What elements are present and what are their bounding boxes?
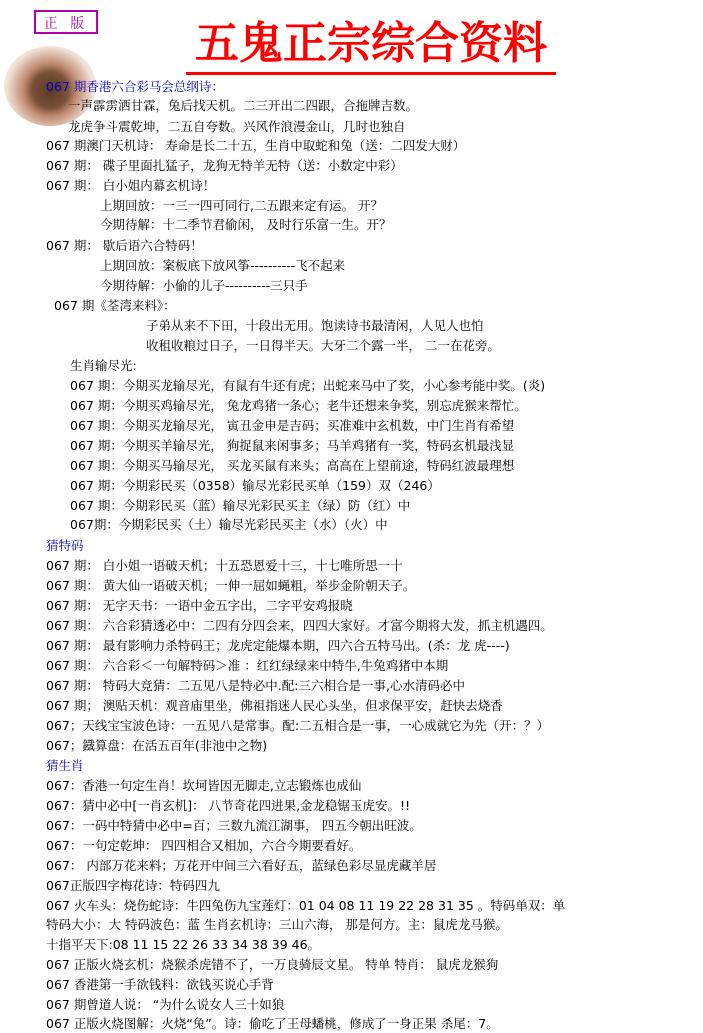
text-line: 龙虎争斗震乾坤，二五自夸数。兴风作浪漫金山，几时也独自 — [68, 119, 406, 134]
text-line: 067 期： 特码大竞猜：二五见八是特必中.配:三六相合是一事,心水清码必中 — [46, 678, 465, 693]
text-line: 特码大小：大 特码波色：蓝 生肖玄机诗：三山六海， 那是何方。主：鼠虎龙马猴。 — [46, 917, 508, 932]
text-line: 067 期：今期彩民买（蓝）输尽光彩民买主（绿）防（红）中 — [70, 498, 411, 513]
text-line: 上期回放：一三一四可同行,二五跟来定有运。 开？ — [100, 198, 383, 213]
text-line: 猜特码 — [46, 538, 84, 553]
text-line: 067 正版火烧玄机：烧猴杀虎错不了，一万良骑辰文星。 特单 特肖： 鼠虎龙猴狗 — [46, 957, 499, 972]
text-line: 067：一句定乾坤： 四四相合又相加，六合今期要看好。 — [46, 838, 362, 853]
text-line: 067 期： 白小姐内幕玄机诗！ — [46, 178, 216, 193]
text-line: 上期回放：案板底下放风筝----------飞不起来 — [100, 258, 346, 273]
text-line: 067 期《荃湾来料》： — [54, 298, 176, 313]
text-line: 067： 内部万花来料；万花开中间三六看好五，蓝绿色彩尽显虎藏羊居 — [46, 858, 437, 873]
text-line: 067 期：今期买马输尽光， 买龙买鼠有来头；高高在上望前途，特码红波最理想 — [70, 458, 515, 473]
text-line: 067正版四字梅花诗：特码四九 — [46, 878, 220, 893]
text-line: 十指平天下:08 11 15 22 26 33 34 38 39 46。 — [46, 937, 321, 952]
text-line: 067 香港第一手欲钱料：欲钱买说心手背 — [46, 977, 274, 992]
text-line: 067 火车头：烧伤蛇诗：牛四兔伤九宝莲灯：01 04 08 11 19 22 28 31 35 。特码单双：单 — [46, 898, 566, 913]
text-line: 067 正版火烧图解：火烧“兔”。诗：偷吃了王母蟠桃，修成了一身正果 杀尾：7。 — [46, 1016, 499, 1031]
text-line: 今期待解：小偷的儿子----------三只手 — [100, 278, 308, 293]
text-line: 子弟从来不下田，十段出无用。饱读诗书最清闲，人见人也怕 — [146, 318, 484, 333]
text-line: 猜生肖 — [46, 758, 84, 773]
text-line: 067 期：今期买鸡输尽光， 兔龙鸡猪一条心；老牛还想来争奖，别忘虎猴来帮忙。 — [70, 398, 527, 413]
text-line: 067 期： 最有影响力杀特码王；龙虎定能爆本期，四六合五特马出。(杀：龙 虎----) — [46, 638, 510, 653]
text-line: 067 期香港六合彩马会总纲诗： — [46, 79, 224, 94]
text-line: 今期待解：十二季节君偷闲， 及时行乐富一生。开？ — [100, 217, 392, 232]
text-line: 067 期：今期彩民买（0358）输尽光彩民买单（159）双（246） — [70, 478, 440, 493]
text-line: 067：一码中特猜中必中=百；三数九流江湖事， 四五今朝出旺波。 — [46, 818, 422, 833]
edition-badge: 正 版 — [34, 10, 98, 34]
text-line: 067 期： 无字天书：一语中金五字出，二字平安鸡报晓 — [46, 598, 353, 613]
text-line: 067 期： 白小姐一语破天机；十五恐恩爱十三，十七唯所思一十 — [46, 558, 403, 573]
text-line: 067 期：今期买羊输尽光， 狗捉鼠来闲事多；马羊鸡猪有一奖，特码玄机最浅显 — [70, 438, 515, 453]
text-line: 067：香港一句定生肖！坎坷皆因无脚走,立志锻炼也成仙 — [46, 778, 362, 793]
text-line: 收租收粮过日子，一日得半天。大牙二个露一半， 二一在花旁。 — [146, 338, 500, 353]
text-line: 067 期： 黄大仙一语破天机；一伸一屈如蝇粗，举步金阶朝天子。 — [46, 578, 416, 593]
text-line: 067；鐡算盘：在活五百年(非池中之物) — [46, 738, 268, 753]
text-line: 067 期： 六合彩猜透必中：二四有分四会来，四四大家好。才富今期将大发，抓主机遇四。 — [46, 618, 553, 633]
text-line: 生肖输尽光: — [70, 358, 137, 373]
text-line: 067 期澳门天机诗： 寿命是长二十五，生肖中取蛇和兔（送：二四发大财） — [46, 138, 466, 153]
text-line: 067；天线宝宝波色诗：一五见八是常事。配:二五相合是一事，一心成就它为先（开：？） — [46, 718, 550, 733]
text-line: 067 期： 六合彩＜一句解特码＞准 ：红红绿绿来中特牛,牛兔鸡猪中本期 — [46, 658, 449, 673]
text-line: 067 期：今期买龙输尽光， 寅丑金申是吉码；买准难中玄机数，中门生肖有希望 — [70, 418, 515, 433]
text-line: 067：猜中必中[一肖玄机]： 八节奇花四进果,金龙稳锯玉虎安。!! — [46, 798, 411, 813]
page-title: 五鬼正宗综合资料 — [186, 18, 556, 75]
text-line: 067 期； 澳贴天机：观音庙里坐，佛祖指迷人民心头坐，但求保平安，赶快去烧香 — [46, 698, 503, 713]
text-line: 067 期： 碟子里面扎猛子，龙狗无特羊无特（送：小数定中彩） — [46, 158, 403, 173]
text-line: 一声霹雳洒甘霖，兔后找天机。二三开出二四跟，合拖牌吉数。 — [68, 98, 419, 113]
text-line: 067 期：今期买龙输尽光，有鼠有牛还有虎；出蛇来马中了奖，小心参考能中奖。(炎) — [70, 378, 546, 393]
text-line: 067 期： 歇后语六合特码！ — [46, 238, 203, 253]
text-line: 067期：今期彩民买（土）输尽光彩民买主（水）（火）中 — [70, 517, 388, 532]
text-line: 067 期曾道人说： “为什么说女人三十如狼 — [46, 997, 285, 1012]
